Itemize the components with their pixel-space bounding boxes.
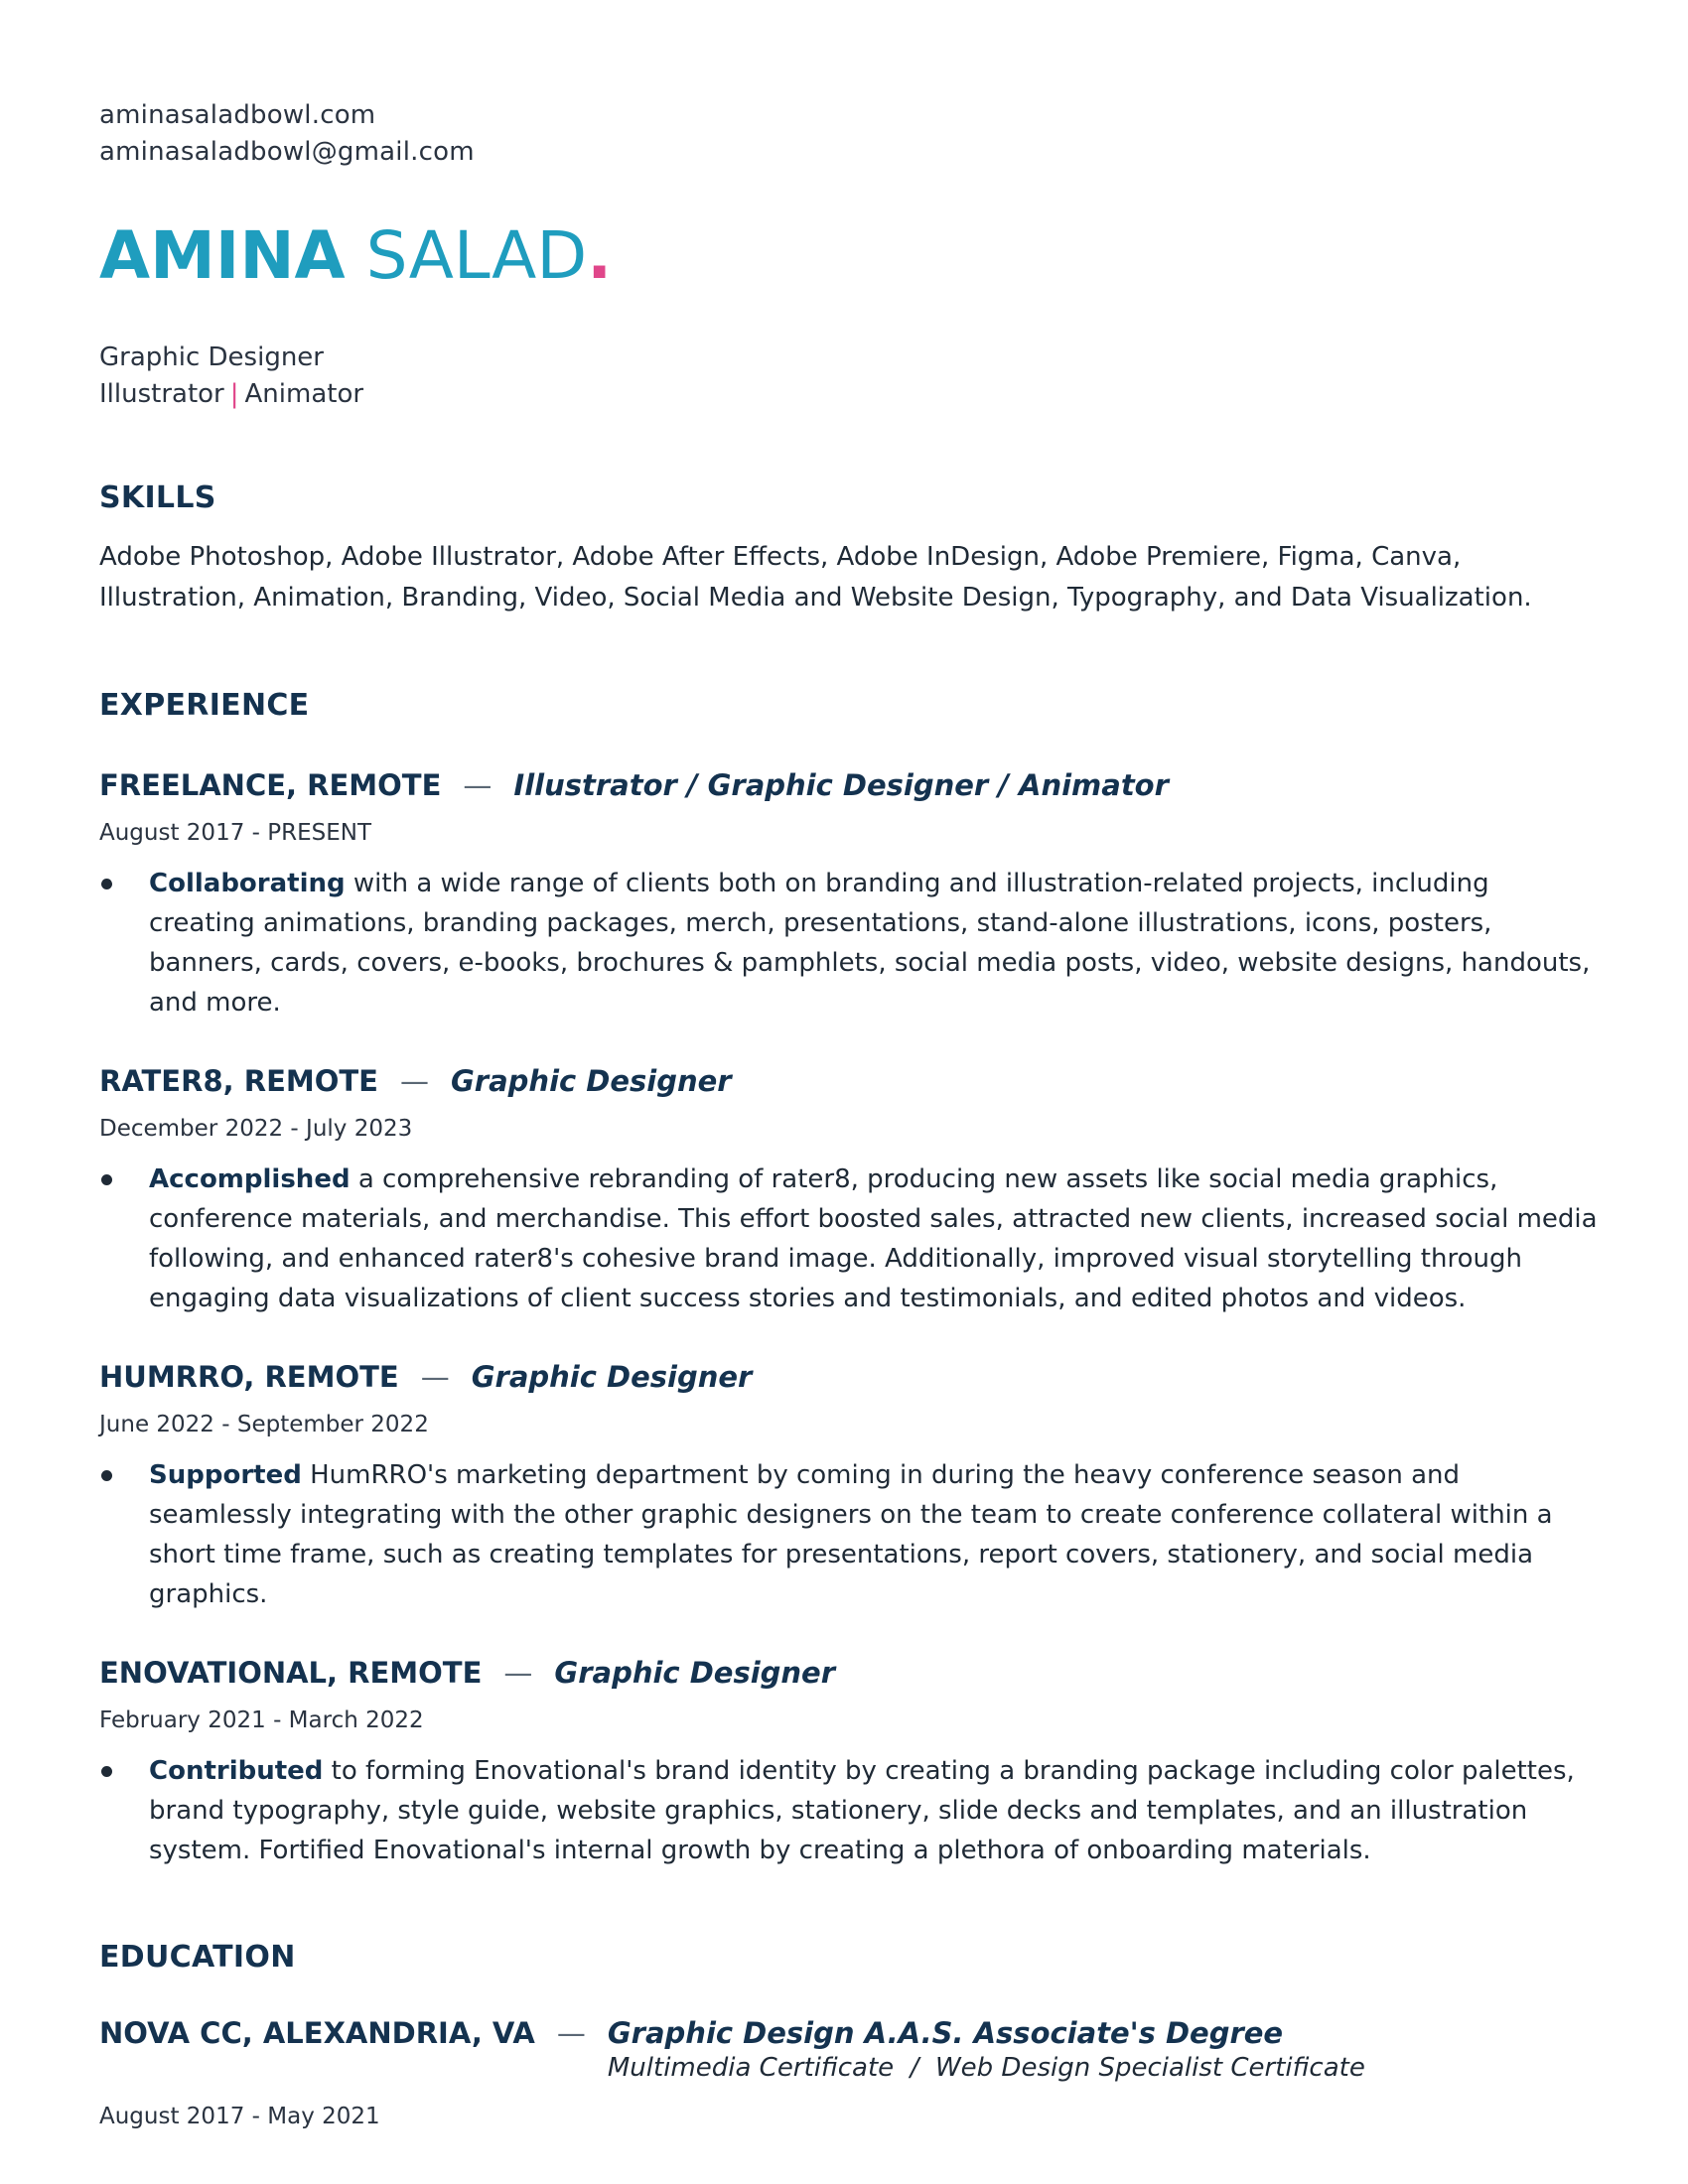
bullet-dot-icon — [101, 1470, 112, 1481]
job-dash: — — [420, 1360, 450, 1394]
job-dash: — — [503, 1656, 533, 1690]
education-entry — [99, 2014, 1599, 2131]
job-role: Graphic Designer — [471, 1360, 753, 1394]
experience-heading: EXPERIENCE — [99, 688, 310, 723]
education-header — [99, 2014, 1599, 2084]
education-dates: August 2017 - May 2021 — [99, 2104, 380, 2129]
bullet-lead: Accomplished — [149, 1164, 351, 1194]
experience-list — [99, 766, 1599, 1870]
secondary-roles — [99, 376, 1599, 413]
job-header — [99, 1358, 1599, 1396]
resume-page — [99, 97, 1599, 2131]
job-company: ENOVATIONAL, REMOTE — [99, 1656, 483, 1690]
job-entry — [99, 766, 1599, 1023]
bullet-dot-icon — [101, 1174, 112, 1185]
job-bullet — [99, 864, 1599, 1023]
education-degree: Graphic Design A.A.S. Associate's Degree — [607, 2016, 1284, 2050]
skills-heading: SKILLS — [99, 480, 216, 515]
bullet-text: to forming Enovational's brand identity by creating a branding package including color palettes, brand typography, style guide, website graphics, stationery, slide decks and templates, and an illustration system. Fortified Enovational's internal growth by creating a plethora of onboarding materials. — [149, 1756, 1575, 1865]
job-header — [99, 1654, 1599, 1692]
job-entry — [99, 1062, 1599, 1318]
job-dash: — — [463, 768, 492, 802]
job-dates: August 2017 - PRESENT — [99, 820, 372, 846]
bullet-lead: Supported — [149, 1460, 302, 1490]
email-link[interactable]: aminasaladbowl@gmail.com — [99, 137, 475, 167]
first-name: AMINA — [99, 217, 346, 294]
job-dates: February 2021 - March 2022 — [99, 1707, 424, 1733]
job-role: Graphic Designer — [554, 1656, 836, 1690]
primary-role: Graphic Designer — [99, 342, 324, 372]
name-heading — [99, 216, 1599, 296]
job-bullet — [99, 1455, 1599, 1614]
role-animator: Animator — [244, 379, 364, 409]
education-heading: EDUCATION — [99, 1940, 296, 1975]
education-degrees — [608, 2014, 1365, 2084]
job-entry — [99, 1358, 1599, 1614]
bullet-lead: Contributed — [149, 1756, 324, 1786]
roles-block — [99, 340, 1599, 413]
job-entry — [99, 1654, 1599, 1870]
contact-block — [99, 97, 1599, 171]
bullet-text: with a wide range of clients both on branding and illustration-related projects, including creating animations, branding packages, merch, presentations, stand-alone illustrations, icons, posters, banners, cards, covers, e-books, brochures & pamphlets, social media posts, video, website designs, handouts, and more. — [149, 869, 1591, 1018]
job-bullet — [99, 1160, 1599, 1318]
job-company: RATER8, REMOTE — [99, 1064, 378, 1098]
bullet-text: a comprehensive rebranding of rater8, producing new assets like social media graphics, conference materials, and merchandise. This effort boosted sales, attracted new clients, increased social media following, and enhanced rater8's cohesive brand image. Additionally, improved visual storytelling through engaging data visualizations of client success stories and testimonials, and edited photos and videos. — [149, 1164, 1598, 1313]
bullet-dot-icon — [101, 1766, 112, 1777]
role-illustrator: Illustrator — [99, 379, 224, 409]
education-certificates: Multimedia Certificate / Web Design Specialist Certificate — [607, 2053, 1365, 2083]
job-company: FREELANCE, REMOTE — [99, 768, 442, 802]
job-header — [99, 1062, 1599, 1100]
education-dash: — — [556, 2016, 586, 2050]
job-dates: June 2022 - September 2022 — [99, 1412, 429, 1437]
role-separator: | — [229, 379, 239, 409]
education-school: NOVA CC, ALEXANDRIA, VA — [99, 2016, 535, 2050]
bullet-text: HumRRO's marketing department by coming in during the heavy conference season and seamlessly integrating with the other graphic designers on the team to create conference collateral within a short time frame, such as creating templates for presentations, report covers, stationery, and social media graphics. — [149, 1460, 1553, 1609]
name-accent-dot: . — [587, 217, 613, 294]
job-dates: December 2022 - July 2023 — [99, 1116, 413, 1142]
skills-text: Adobe Photoshop, Adobe Illustrator, Adobe After Effects, Adobe InDesign, Adobe Premiere, Figma, Canva, Illustration, Animation, Branding, Video, Social Media and Website Design, Typography, and Data Visualization. — [99, 542, 1532, 613]
job-bullet — [99, 1751, 1599, 1870]
job-company: HUMRRO, REMOTE — [99, 1360, 399, 1394]
last-name: SALAD — [365, 217, 588, 294]
bullet-lead: Collaborating — [149, 869, 346, 898]
job-role: Graphic Designer — [450, 1064, 732, 1098]
job-dash: — — [399, 1064, 429, 1098]
job-role: Illustrator / Graphic Designer / Animator — [513, 768, 1169, 802]
website-link[interactable]: aminasaladbowl.com — [99, 100, 376, 130]
bullet-dot-icon — [101, 879, 112, 889]
job-header — [99, 766, 1599, 804]
